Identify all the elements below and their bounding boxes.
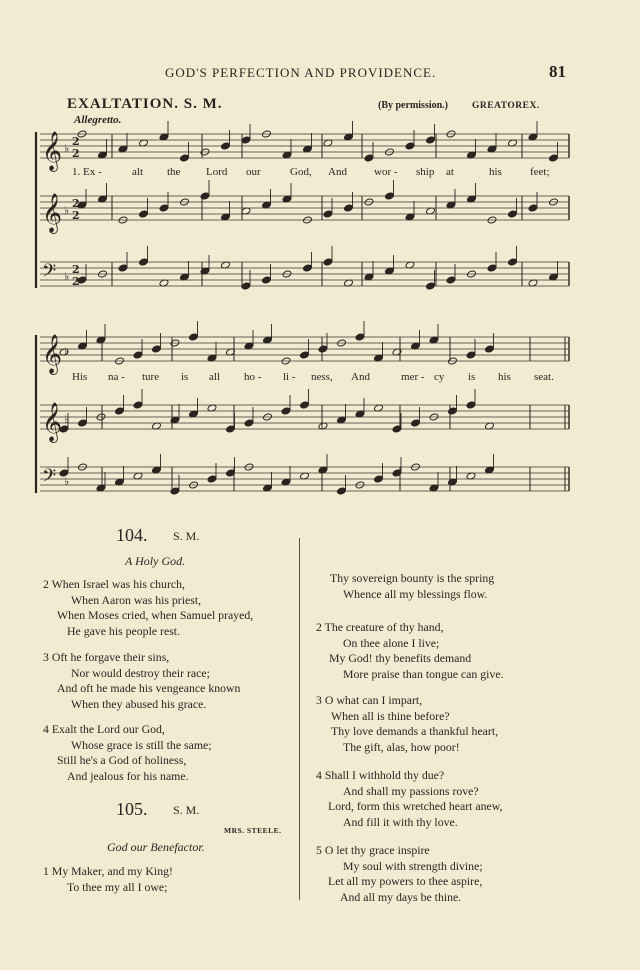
note-head <box>118 264 128 272</box>
lyric-line-2-word: cy <box>434 371 445 383</box>
note-head <box>300 351 310 359</box>
hymn-104-stanza-2-line: 3 Oft he forgave their sins, <box>43 650 170 664</box>
hymn-104-stanza-1-line: When Aaron was his priest, <box>71 592 202 607</box>
note-head <box>466 401 476 409</box>
hymn-104-stanza-1-line: He gave his people rest. <box>67 623 181 638</box>
hymn-105-stanza-3-line: 2 The creature of thy hand, <box>316 620 444 634</box>
flat-sign: ♭ <box>64 142 70 155</box>
note-head <box>133 401 143 409</box>
hymn-105-stanza-2-line: Thy sovereign bounty is the spring <box>330 571 495 585</box>
time-signature-top: 2 <box>72 263 80 276</box>
lyric-line-2-word: all <box>209 371 220 383</box>
note-head <box>133 351 143 359</box>
note-head <box>139 210 149 218</box>
time-signature-top: 2 <box>72 135 80 148</box>
hymn-105-stanza-1-line: 1 My Maker, and my King! <box>43 864 173 878</box>
hymn-105-stanza-4-line: 3 O what can I impart, <box>316 693 423 707</box>
hymn-105-subtitle: God our Benefactor. <box>107 840 205 854</box>
time-signature-bottom: 2 <box>72 275 80 288</box>
page-number: 81 <box>549 62 566 81</box>
lyric-line-1-word: wor - <box>374 166 398 178</box>
treble-clef: 𝄞 <box>42 193 63 233</box>
hymn-105-stanza-6-line: My soul with strength divine; <box>343 858 483 873</box>
note-head <box>374 475 384 483</box>
note-head <box>115 407 125 415</box>
staff-lines <box>40 134 569 491</box>
hymn-104-stanza-3-line: And jealous for his name. <box>67 768 189 783</box>
note-head <box>241 136 251 144</box>
note-head <box>323 210 333 218</box>
lyric-line-1-word: 1. Ex - <box>72 166 102 178</box>
note-head <box>487 264 497 272</box>
lyric-line-1-word: ship <box>416 166 435 178</box>
lyric-line-2-word: li - <box>283 371 296 383</box>
note-head <box>549 154 559 162</box>
note-head <box>159 204 169 212</box>
note-head <box>446 276 456 284</box>
hymn-104-subtitle: A Holy God. <box>125 554 186 568</box>
hymn-105-stanza-4-line: The gift, alas, how poor! <box>343 739 460 754</box>
lyric-line-1-word: the <box>167 166 181 178</box>
note-head <box>344 204 354 212</box>
hymn-105-author: MRS. STEELE. <box>224 826 282 835</box>
note-head <box>364 154 374 162</box>
hymn-104-stanza-3-line: Still he's a God of holiness, <box>57 753 187 767</box>
clef-signs <box>42 131 80 491</box>
note-head <box>300 401 310 409</box>
hymn-105-stanza-3-line: My God! thy benefits demand <box>329 651 472 665</box>
note-head <box>180 154 190 162</box>
note-head <box>200 192 210 200</box>
lyric-line-2-word: And <box>351 371 370 383</box>
hymn-105-number: 105. <box>116 799 148 819</box>
time-signature-top: 2 <box>72 197 80 210</box>
note-head <box>303 264 313 272</box>
lyric-line-2-word: ness, <box>311 371 333 383</box>
hymn-105-stanza-3-line: More praise than tongue can give. <box>343 666 504 681</box>
hymn-105-stanza-5-line: And shall my passions rove? <box>343 783 479 798</box>
lyric-line-2-word: his <box>498 371 511 383</box>
note-head <box>485 345 495 353</box>
hymn-104-number: 104. <box>116 525 148 545</box>
hymn-105-stanza-1-line: To thee my all I owe; <box>67 879 168 894</box>
lyric-line-1-word: our <box>246 166 261 178</box>
lyric-line-2-word: mer - <box>401 371 425 383</box>
treble-clef: 𝄞 <box>42 402 63 442</box>
time-signature-bottom: 2 <box>72 147 80 160</box>
note-head <box>355 333 365 341</box>
note-head <box>426 136 436 144</box>
lyric-line-2-word: na - <box>108 371 125 383</box>
hymn-104-stanza-2-line: And oft he made his vengeance known <box>57 681 241 695</box>
note-head <box>385 192 395 200</box>
lyric-line-1-word: God, <box>290 166 312 178</box>
tune-composer: GREATOREX. <box>472 101 540 111</box>
bass-clef: 𝄢 <box>42 261 57 286</box>
running-title: GOD'S PERFECTION AND PROVIDENCE. <box>165 65 437 80</box>
lyric-line-2-word: ture <box>142 371 160 383</box>
note-head <box>207 475 217 483</box>
hymn-104-stanza-3-line: Whose grace is still the same; <box>71 737 212 752</box>
flat-sign: ♭ <box>64 413 70 426</box>
note-head <box>323 258 333 266</box>
lyric-line-2-word: is <box>181 371 189 383</box>
lyric-line-1-word: at <box>446 166 454 178</box>
tune-permission: (By permission.) <box>378 100 448 111</box>
treble-clef: 𝄞 <box>42 334 63 374</box>
time-signature-bottom: 2 <box>72 209 80 222</box>
lyric-line-2-word: His <box>72 371 88 383</box>
note-head <box>281 407 291 415</box>
hymn-105-stanza-4-line: Thy love demands a thankful heart, <box>331 724 499 738</box>
flat-sign: ♭ <box>64 204 70 217</box>
flat-sign: ♭ <box>64 475 70 488</box>
hymn-105-meter: S. M. <box>173 803 200 817</box>
hymn-104-stanza-1-line: 2 When Israel was his church, <box>43 577 185 591</box>
lyric-line-2-word: seat. <box>534 371 554 383</box>
lyric-line-2-word: ho - <box>244 371 262 383</box>
tune-title: EXALTATION. S. M. <box>67 96 223 112</box>
note-head <box>152 345 162 353</box>
column-divider <box>299 538 300 900</box>
note-head <box>411 419 421 427</box>
hymn-105-stanza-5-line: Lord, form this wretched heart anew, <box>328 799 503 813</box>
lyric-line-1-word: alt <box>132 166 143 178</box>
bass-clef: 𝄢 <box>42 466 57 491</box>
hymn-105-stanza-2-line: Whence all my blessings flow. <box>343 586 488 601</box>
note-head <box>226 425 236 433</box>
hymn-105-stanza-4-line: When all is thine before? <box>331 708 450 723</box>
hymn-104-stanza-3-line: 4 Exalt the Lord our God, <box>43 722 165 736</box>
flat-sign: ♭ <box>64 345 70 358</box>
note-head <box>405 142 415 150</box>
note-head <box>508 210 518 218</box>
note-head <box>318 345 328 353</box>
note-head <box>508 258 518 266</box>
flat-sign: ♭ <box>64 270 70 283</box>
hymn-104-stanza-1-line: When Moses cried, when Samuel prayed, <box>57 608 254 622</box>
note-head <box>241 282 251 290</box>
note-head <box>244 419 254 427</box>
note-head <box>448 407 458 415</box>
note-head <box>392 425 402 433</box>
note-head <box>466 351 476 359</box>
hymn-104-stanza-2-line: When they abused his grace. <box>71 696 207 711</box>
hymn-105-stanza-3-line: On thee alone I live; <box>343 635 440 650</box>
lyric-line-1-word: his <box>489 166 502 178</box>
note-head <box>139 258 149 266</box>
hymn-104-meter: S. M. <box>173 529 200 543</box>
hymn-105-stanza-6-line: And all my days be thine. <box>340 889 462 904</box>
hymn-105-stanza-6-line: 5 O let thy grace inspire <box>316 843 430 857</box>
note-head <box>221 142 231 150</box>
hymn-105-stanza-5-line: And fill it with thy love. <box>343 814 458 829</box>
hymn-104-stanza-2-line: Nor would destroy their race; <box>71 665 210 680</box>
note-head <box>528 204 538 212</box>
treble-clef: 𝄞 <box>42 131 63 171</box>
note-head <box>78 419 88 427</box>
lyric-line-2-word: is <box>468 371 476 383</box>
note-head <box>337 487 347 495</box>
tempo-marking: Allegretto. <box>74 114 122 126</box>
bar-lines <box>36 132 569 493</box>
note-head <box>426 282 436 290</box>
note-head <box>262 276 272 284</box>
lyric-line-1-word: Lord <box>206 166 228 178</box>
hymn-105-stanza-6-line: Let all my powers to thee aspire, <box>328 874 483 888</box>
note-head <box>189 333 199 341</box>
lyric-line-1-word: And <box>328 166 347 178</box>
hymn-105-stanza-5-line: 4 Shall I withhold thy due? <box>316 768 445 782</box>
lyric-line-1-word: feet; <box>530 166 550 178</box>
